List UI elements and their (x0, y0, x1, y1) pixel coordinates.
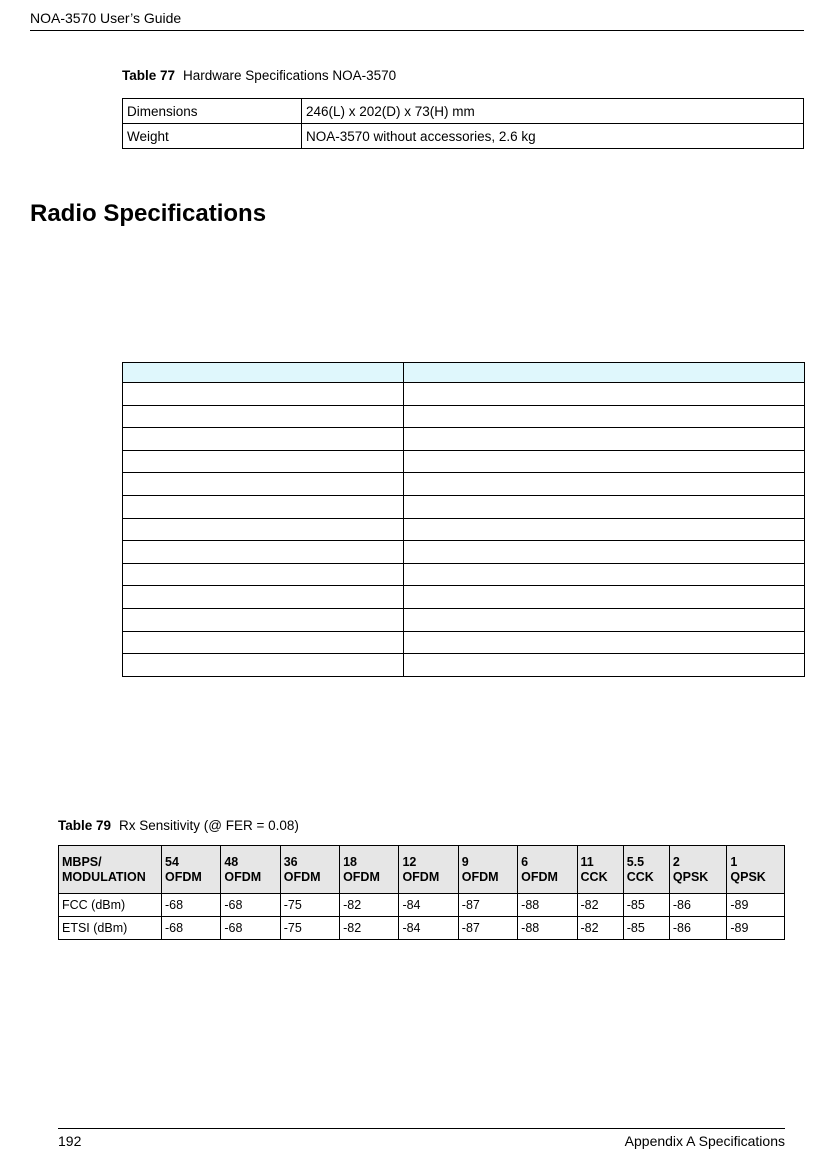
column-modulation: CCK (580, 869, 608, 884)
page-header (30, 10, 804, 31)
column-modulation: OFDM (521, 869, 558, 884)
column-modulation: QPSK (672, 869, 709, 884)
table-cell (123, 405, 404, 428)
table-cell (123, 654, 404, 677)
column-rate: 11 (580, 854, 594, 869)
column-modulation: MODULATION (62, 869, 146, 884)
table-cell (123, 473, 404, 496)
column-rate: 48 (224, 854, 239, 869)
column-header (399, 846, 458, 894)
table-cell: -86 (669, 894, 727, 917)
table-cell (123, 518, 404, 541)
table-header-row (59, 846, 785, 894)
table-cell: -68 (162, 894, 221, 917)
hardware-table-caption (122, 68, 396, 83)
table-row (123, 124, 804, 149)
column-rate: 18 (343, 854, 357, 869)
hardware-spec-table (122, 98, 804, 149)
table-cell: -82 (577, 917, 623, 940)
table-cell: -89 (727, 894, 785, 917)
page-footer (58, 1128, 785, 1151)
table-cell (404, 586, 805, 609)
table-cell (123, 608, 404, 631)
column-header (518, 846, 577, 894)
column-modulation: OFDM (283, 869, 321, 884)
rx-table-label: Table 79 (58, 818, 112, 833)
table-cell: 246(L) x 202(D) x 73(H) mm (302, 99, 804, 124)
table-cell: -88 (518, 917, 577, 940)
column-header (458, 846, 517, 894)
table-cell: -82 (340, 917, 399, 940)
table-cell: Weight (123, 124, 302, 149)
column-modulation: CCK (626, 869, 654, 884)
table-cell (123, 495, 404, 518)
table-cell: -82 (340, 894, 399, 917)
table-cell (123, 586, 404, 609)
table-cell (123, 428, 404, 451)
table-row (123, 450, 805, 473)
column-header (669, 846, 727, 894)
table-row (59, 917, 785, 940)
rx-table-title: Rx Sensitivity (@ FER = 0.08) (119, 818, 299, 833)
hardware-table-label: Table 77 (122, 68, 176, 83)
column-header (162, 846, 221, 894)
column-header (221, 846, 280, 894)
table-header-row (123, 363, 805, 383)
table-row (123, 495, 805, 518)
column-rate: MBPS/ (62, 854, 102, 869)
table-cell (404, 541, 805, 564)
table-cell (404, 473, 805, 496)
table-cell: -68 (221, 917, 280, 940)
column-header (577, 846, 623, 894)
column-header (340, 846, 399, 894)
table-cell (123, 563, 404, 586)
table-cell (404, 631, 805, 654)
table-cell: -84 (399, 917, 458, 940)
table-cell: -75 (280, 894, 339, 917)
table-row (123, 473, 805, 496)
table-cell: -68 (162, 917, 221, 940)
column-rate: 12 (402, 854, 417, 869)
column-rate: 2 (672, 854, 680, 869)
table-row (123, 586, 805, 609)
table-row (123, 518, 805, 541)
table-row (123, 631, 805, 654)
table-row (123, 541, 805, 564)
column-modulation: OFDM (343, 869, 380, 884)
column-rate: 36 (283, 854, 298, 869)
table-row (123, 563, 805, 586)
header-title: NOA-3570 User’s Guide (30, 10, 182, 26)
table-cell (404, 563, 805, 586)
table-row (123, 99, 804, 124)
table-cell: NOA-3570 without accessories, 2.6 kg (302, 124, 804, 149)
table-cell: -85 (623, 894, 669, 917)
table-row (123, 608, 805, 631)
table-cell (123, 363, 404, 383)
column-modulation: OFDM (165, 869, 202, 884)
table-cell (404, 363, 805, 383)
table-cell (123, 541, 404, 564)
table-row (59, 894, 785, 917)
column-header (727, 846, 785, 894)
table-cell: -88 (518, 894, 577, 917)
table-cell: FCC (dBm) (59, 894, 162, 917)
table-cell (404, 405, 805, 428)
table-cell: -86 (669, 917, 727, 940)
table-cell (123, 631, 404, 654)
rx-sensitivity-table (58, 845, 785, 940)
table-cell: -89 (727, 917, 785, 940)
radio-spec-table (122, 362, 805, 677)
column-rate: 1 (730, 854, 738, 869)
table-cell: -87 (458, 917, 517, 940)
column-modulation: OFDM (402, 869, 440, 884)
column-rate: 9 (461, 854, 469, 869)
column-header (280, 846, 339, 894)
column-header (59, 846, 162, 894)
hardware-table-title: Hardware Specifications NOA-3570 (183, 68, 397, 83)
column-modulation: OFDM (224, 869, 262, 884)
table-cell: -82 (577, 894, 623, 917)
table-cell (123, 450, 404, 473)
table-cell (404, 495, 805, 518)
table-cell (404, 450, 805, 473)
table-cell: -75 (280, 917, 339, 940)
rx-table-caption (58, 818, 299, 833)
table-cell: -84 (399, 894, 458, 917)
table-cell: Dimensions (123, 99, 302, 124)
table-cell (404, 383, 805, 406)
column-modulation: QPSK (730, 869, 766, 884)
table-cell: -85 (623, 917, 669, 940)
table-cell (404, 608, 805, 631)
page-number: 192 (58, 1133, 82, 1149)
table-cell (404, 518, 805, 541)
column-rate: 6 (521, 854, 529, 869)
table-cell: ETSI (dBm) (59, 917, 162, 940)
table-cell: -87 (458, 894, 517, 917)
section-title: Radio Specifications (30, 200, 267, 227)
table-cell (404, 654, 805, 677)
table-row (123, 383, 805, 406)
column-rate: 54 (165, 854, 179, 869)
table-row (123, 654, 805, 677)
table-cell: -68 (221, 894, 280, 917)
column-modulation: OFDM (461, 869, 499, 884)
table-cell (404, 428, 805, 451)
column-header (623, 846, 669, 894)
table-cell (123, 383, 404, 406)
table-row (123, 405, 805, 428)
table-row (123, 428, 805, 451)
footer-section: Appendix A Specifications (624, 1133, 785, 1149)
column-rate: 5.5 (626, 854, 645, 869)
